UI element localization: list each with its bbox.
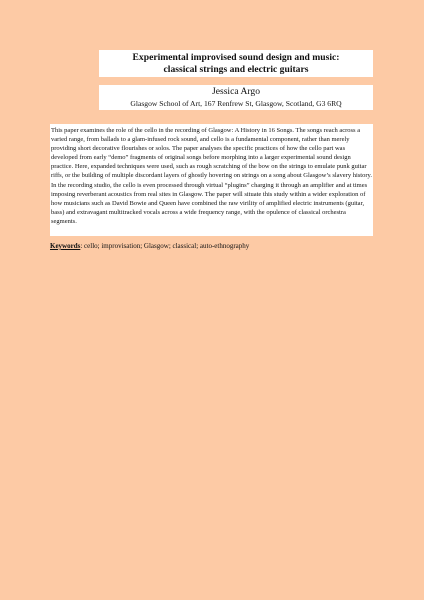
keywords-list: cello; improvisation; Glasgow; classical; auto-ethnography xyxy=(84,242,250,250)
paper-title-line-2: classical strings and electric guitars xyxy=(163,64,309,75)
abstract: This paper examines the role of the cello in the recording of Glasgow: A History in 16 Songs. The songs reach across a varied range, from ballads to a glam-infused rock sound, and cello is a fundamental component, rather than merely providing short decorative flourishes or solos. The paper analyses the specific practices of how the cello part was developed from early “demo” fragments of original songs before morphing into a larger experimental sound design practice. Here, expanded techniques were used, such as rough scratching of the bow on the strings to emulate punk guitar riffs, or the building of multiple discordant layers of ghostly hovering on strings on a song about Glasgow’s slavery history. In the recording studio, the cello is even processed through virtual “plugins” charging it through an amplifier and at times imposing reverberant acoustics from real sites in Glasgow. The paper will situate this study within a wider exploration of how musicians such as David Bowie and Queen have combined the raw virility of amplified electric instruments (guitar, bass) and extravagant multitracked vocals across a wide frequency range, with the opulence of classical orchestra segments. xyxy=(50,124,373,236)
keywords-separator: : xyxy=(80,242,85,250)
paper-title-line-1: Experimental improvised sound design and music: xyxy=(132,52,340,63)
author-block xyxy=(99,85,373,110)
author-name: Jessica Argo xyxy=(211,86,261,97)
paper-title xyxy=(99,50,373,77)
keywords-label: Keywords xyxy=(50,242,81,250)
keywords-line xyxy=(50,241,380,251)
author-affiliation: Glasgow School of Art, 167 Renfrew St, Glasgow, Scotland, G3 6RQ xyxy=(130,99,342,108)
